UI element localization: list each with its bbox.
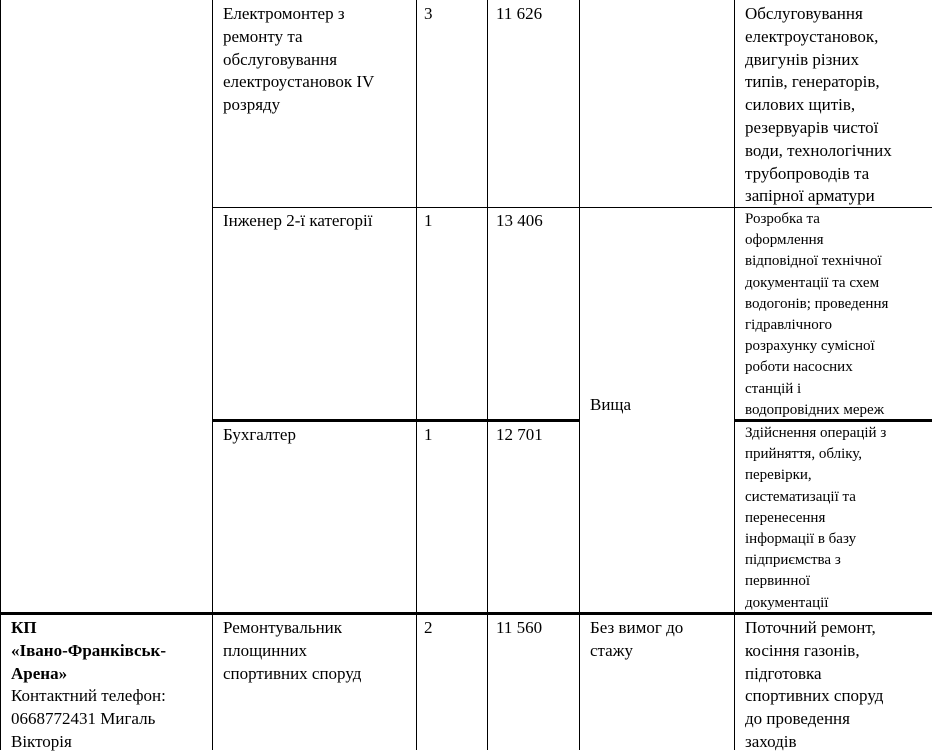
table-cell-position: Ремонтувальник площинних спортивних споруд: [223, 618, 362, 683]
col-divider-count: [487, 0, 488, 750]
table-cell-count: 2: [424, 618, 433, 637]
table-cell-salary: 11 626: [496, 4, 543, 23]
col-divider-salary: [579, 0, 580, 750]
table-cell-duties: Поточний ремонт, косіння газонів, підготовка спортивних споруд до проведення заходів: [745, 618, 884, 751]
table-cell-position: Електромонтер з ремонту та обслуговування електроустановок IV розряду: [223, 4, 375, 115]
table-cell-salary: 12 701: [496, 425, 543, 444]
col-divider-employer: [212, 0, 213, 750]
table-cell-duties: Здійснення операцій з прийняття, обліку, перевірки, систематизації та перенесення інформації в базу підприємства з первинної документації: [745, 425, 887, 611]
table-cell-duties: Розробка та оформлення відповідної технічної документації та схем водогонів; проведення гідравлічного розрахунку сумісної роботи насосних станцій і водопровідних мереж: [745, 211, 889, 418]
table-border-left: [0, 0, 1, 750]
col-divider-position: [416, 0, 417, 750]
employer-contact: Контактний телефон: 0668772431 Мигаль Вікторія: [11, 686, 166, 751]
table-cell-salary: 13 406: [496, 211, 543, 230]
table-cell-position: Інженер 2-ї категорії: [223, 211, 373, 230]
table-cell-salary: 11 560: [496, 618, 543, 637]
table-cell-count: 1: [424, 425, 433, 444]
table-cell-position: Бухгалтер: [223, 425, 296, 444]
employer-name: КП «Івано-Франківськ- Арена»: [11, 618, 167, 683]
table-cell-duties: Обслуговування електроустановок, двигунів різних типів, генераторів, силових щитів, резервуарів чистої води, технологічних трубопроводів та запірної арматури: [745, 4, 892, 206]
table-cell-count: 3: [424, 4, 433, 23]
table-cell-experience: Без вимог до стажу: [590, 618, 684, 660]
table-cell-count: 1: [424, 211, 433, 230]
table-cell-experience: Вища: [590, 395, 632, 414]
col-divider-experience: [734, 0, 735, 750]
row-divider-2-left: [212, 419, 579, 422]
